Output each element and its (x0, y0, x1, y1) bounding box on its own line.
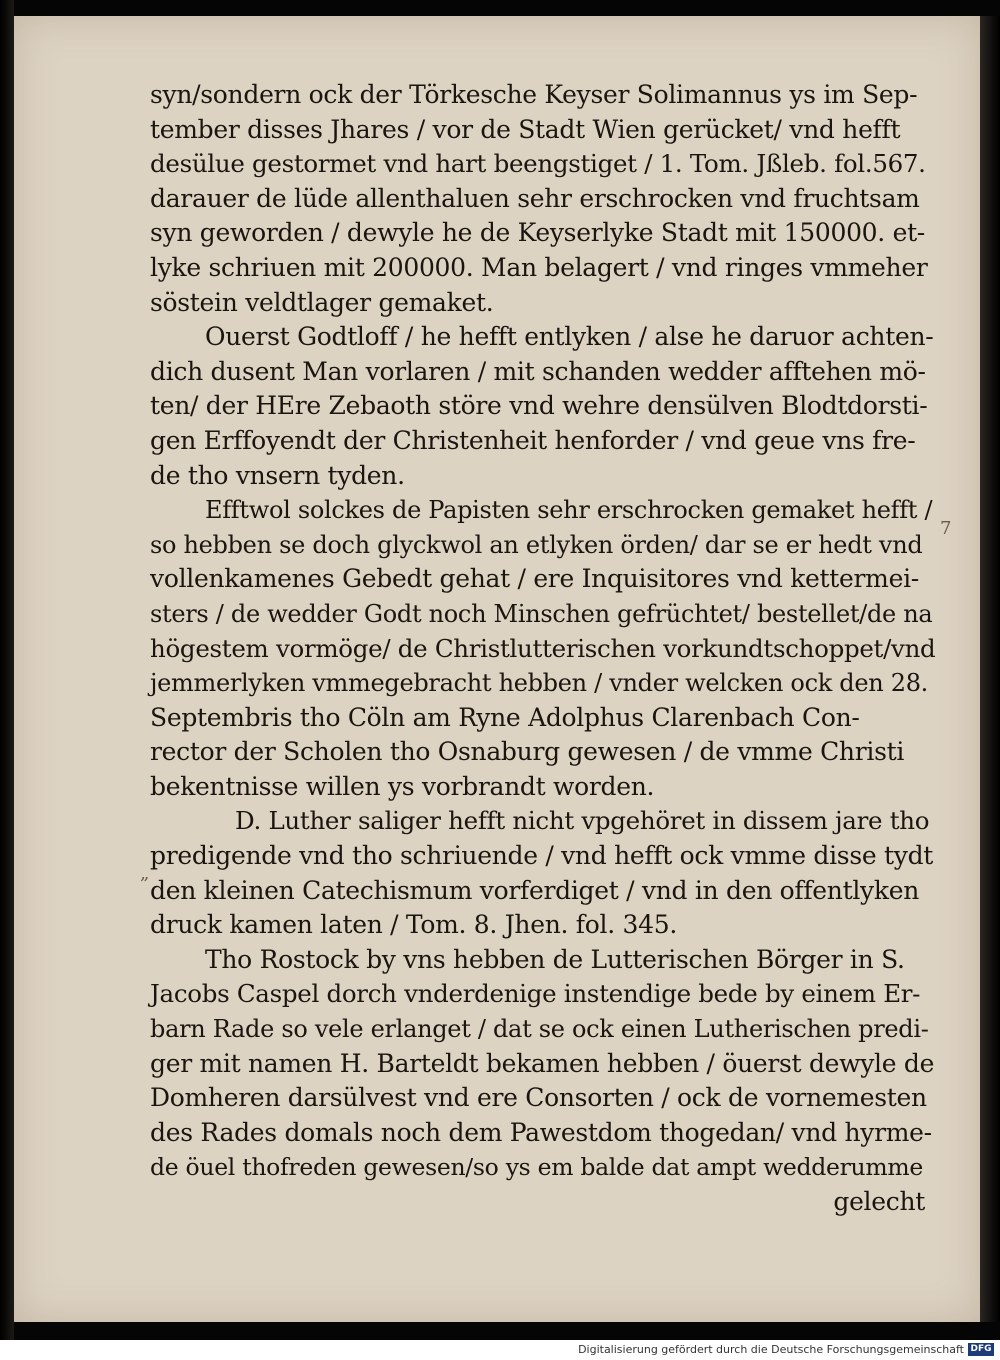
text-line: dich dusent Man vorlaren / mit schanden wedder afftehen mö- (150, 356, 926, 386)
text-line: syn/sondern ock der Törkesche Keyser Solimannus ys im Sep- (150, 80, 918, 109)
text-line: Ouerst Godtloff / he hefft entlyken / alse he daruor achten- (205, 322, 934, 352)
dfg-logo-icon: DFG (968, 1343, 994, 1356)
text-line: Tho Rostock by vns hebben de Lutterischen Börger in S. (205, 944, 905, 974)
text-line: lyke schriuen mit 200000. Man belagert / vnd ringes vmmeher (150, 252, 928, 282)
text-line: desülue gestormet vnd hart beengstiget / 1. Tom. Jßleb. fol.567. (150, 149, 926, 179)
text-line: so hebben se doch glyckwol an etlyken örden/ dar se er hedt vnd (150, 530, 923, 559)
text-line: de tho vnsern tyden. (150, 460, 405, 490)
text-line: vollenkamenes Gebedt gehat / ere Inquisitores vnd kettermei- (150, 564, 919, 594)
text-line: högestem vormöge/ de Christlutterischen vorkundtschoppet/vnd (150, 633, 936, 663)
text-line: den kleinen Catechismum vorferdiget / vnd in den offentlyken (150, 875, 920, 905)
footer-bar (0, 1340, 1000, 1360)
text-line: darauer de lüde allenthaluen sehr erschrocken vnd fruchtsam (150, 183, 920, 213)
text-line: söstein veldtlager gemaket. (150, 287, 494, 317)
margin-mark: „ (140, 863, 150, 884)
margin-mark: 7 (940, 518, 952, 539)
text-line: Domheren darsülvest vnd ere Consorten / ock de vornemesten (150, 1083, 927, 1113)
text-line: jemmerlyken vmmegebracht hebben / vnder welcken ock den 28. (150, 669, 929, 698)
text-line: D. Luther saliger hefft nicht vpgehöret in dissem jare tho (235, 806, 930, 836)
book-gutter (0, 0, 14, 1340)
catchword: gelecht (833, 1187, 925, 1216)
text-line: Efftwol solckes de Papisten sehr erschrocken gemaket hefft / (205, 496, 933, 525)
text-line: ten/ der HEre Zebaoth störe vnd wehre densülven Blodtdorsti- (150, 391, 928, 421)
text-line: sters / de wedder Godt noch Minschen gefrüchtet/ bestellet/de na (150, 599, 933, 628)
text-line: barn Rade so vele erlanget / dat se ock einen Lutherischen predi- (150, 1015, 929, 1044)
text-line: Jacobs Caspel dorch vnderdenige instendige bede by einem Er- (150, 979, 921, 1009)
page-edge (980, 16, 1000, 1322)
text-line: syn geworden / dewyle he de Keyserlyke Stadt mit 150000. et- (150, 218, 925, 248)
text-line: des Rades domals noch dem Pawestdom thogedan/ vnd hyrme- (150, 1117, 932, 1147)
text-line: Septembris tho Cöln am Ryne Adolphus Clarenbach Con- (150, 702, 860, 732)
text-line: tember disses Jhares / vor de Stadt Wien gerücket/ vnd hefft (150, 114, 901, 144)
funding-credit: Digitalisierung gefördert durch die Deutsche Forschungsgemeinschaft (578, 1343, 964, 1356)
text-line: druck kamen laten / Tom. 8. Jhen. fol. 345. (150, 910, 677, 940)
text-line: bekentnisse willen ys vorbrandt worden. (150, 771, 655, 801)
text-line: ger mit namen H. Barteldt bekamen hebben / öuerst dewyle de (150, 1048, 935, 1078)
text-line: predigende vnd tho schriuende / vnd hefft ock vmme disse tydt (150, 841, 934, 871)
text-line: gen Erffoyendt der Christenheit henforder / vnd geue vns fre- (150, 425, 916, 455)
text-line: rector der Scholen tho Osnaburg gewesen / de vmme Christi (150, 737, 905, 767)
page-text (150, 78, 935, 1220)
text-line: de öuel thofreden gewesen/so ys em balde dat ampt wedderumme (150, 1153, 923, 1182)
